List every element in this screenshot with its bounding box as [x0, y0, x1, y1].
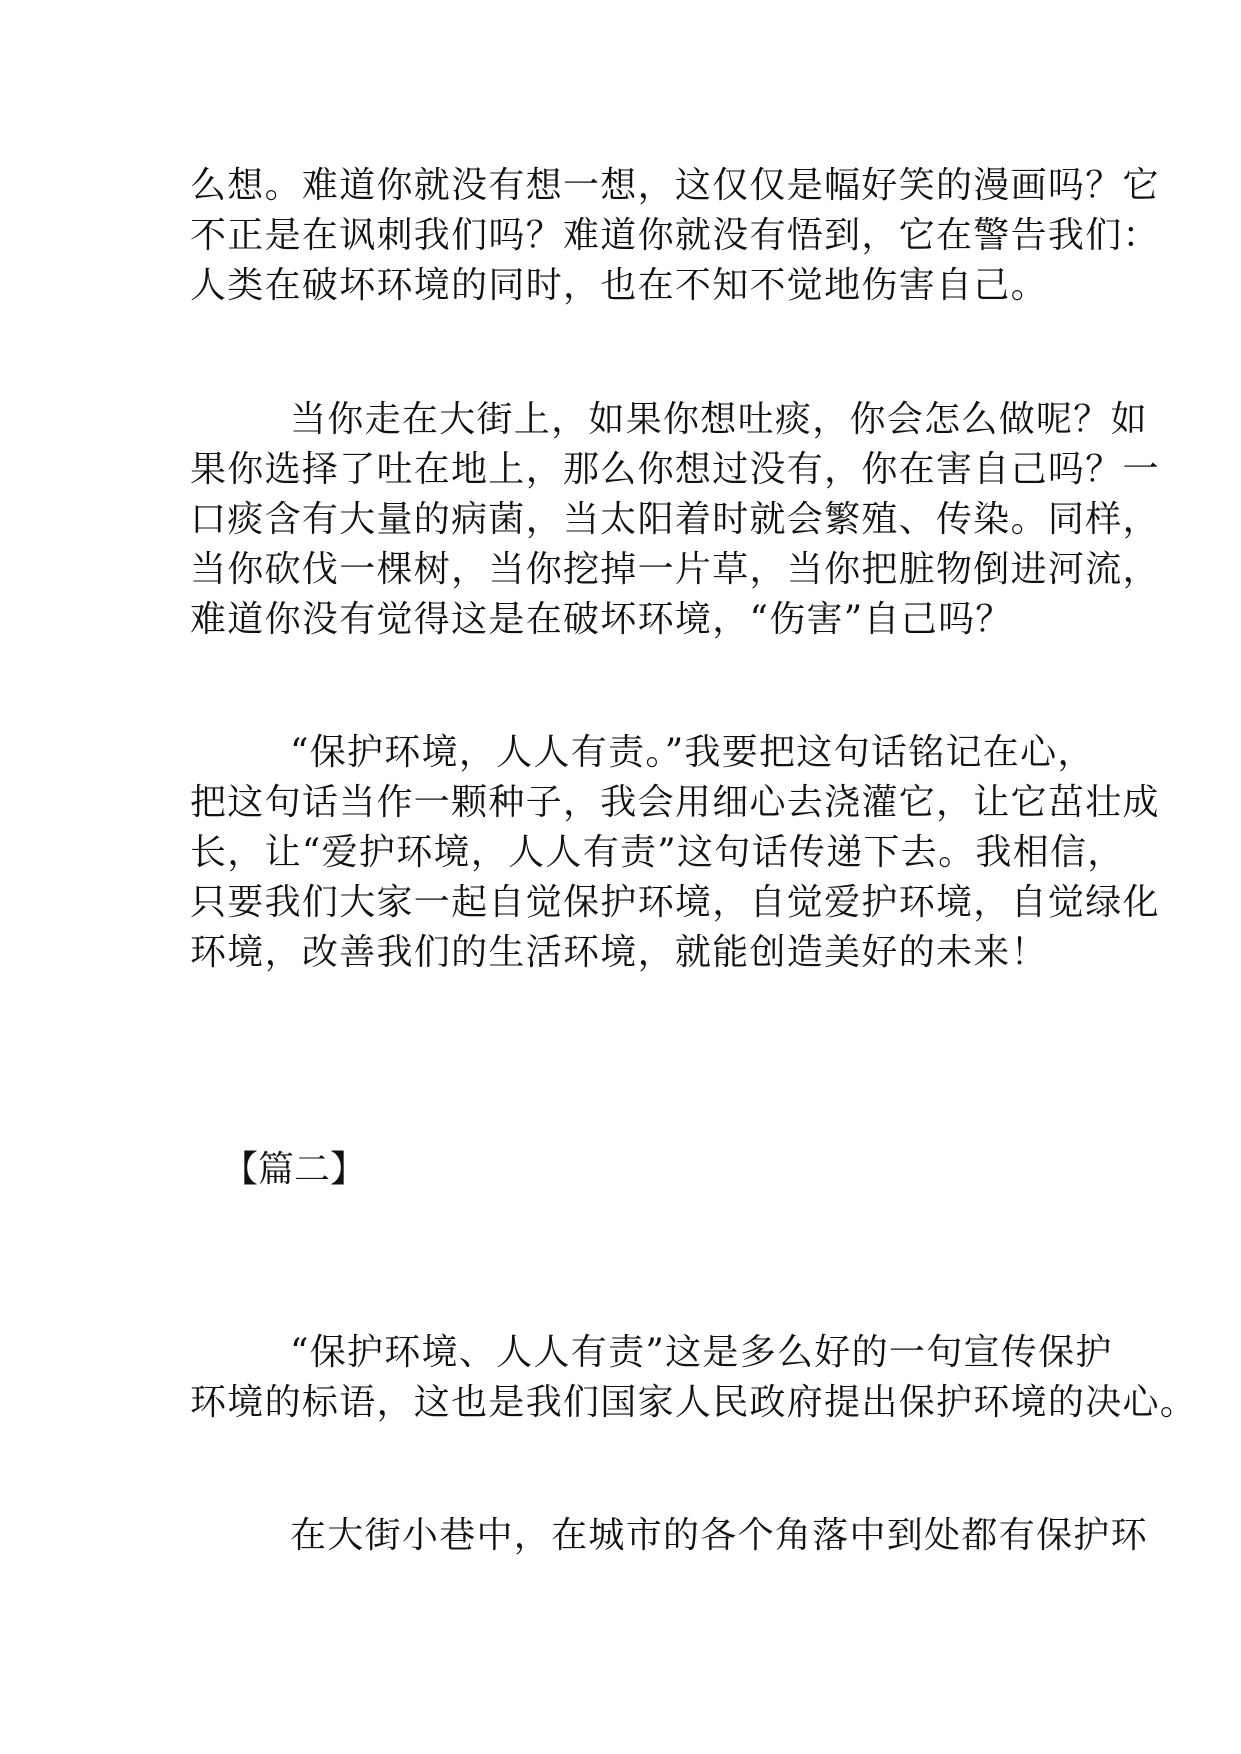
- paragraph-line: 把这句话当作一颗种子，我会用细心去浇灌它，让它茁壮成: [190, 782, 1160, 823]
- paragraph-line: 只要我们大家一起自觉保护环境，自觉爱护环境，自觉绿化: [190, 882, 1160, 923]
- paragraph-line: “保护环境，人人有责。”我要把这句话铭记在心，: [290, 732, 1095, 773]
- paragraph-line: “保护环境、人人有责”这是多么好的一句宣传保护: [290, 1332, 1113, 1373]
- paragraph-line: 在大街小巷中，在城市的各个角落中到处都有保护环: [290, 1515, 1148, 1556]
- paragraph-line: 果你选择了吐在地上，那么你想过没有，你在害自己吗？一: [190, 449, 1160, 490]
- paragraph-line: 当你砍伐一棵树，当你挖掉一片草，当你把脏物倒进河流，: [190, 549, 1160, 590]
- paragraph-line: 当你走在大街上，如果你想吐痰，你会怎么做呢？如: [290, 399, 1148, 440]
- paragraph-line: 不正是在讽刺我们吗？难道你就没有悟到，它在警告我们：: [190, 215, 1160, 256]
- paragraph-line: 环境的标语，这也是我们国家人民政府提出保护环境的决心。: [190, 1382, 1198, 1423]
- paragraph-line: 口痰含有大量的病菌，当太阳着时就会繁殖、传染。同样，: [190, 499, 1160, 540]
- paragraph-line: 难道你没有觉得这是在破坏环境，“伤害”自己吗？: [190, 599, 1013, 640]
- paragraph-line: 人类在破坏环境的同时，也在不知不觉地伤害自己。: [190, 265, 1048, 306]
- paragraph-line: 么想。难道你就没有想一想，这仅仅是幅好笑的漫画吗？它: [190, 165, 1160, 206]
- paragraph-line: 长，让“爱护环境，人人有责”这句话传递下去。我相信，: [190, 832, 1125, 873]
- paragraph-line: 环境，改善我们的生活环境，就能创造美好的未来！: [190, 932, 1048, 973]
- section-heading: 【篇二】: [222, 1149, 367, 1190]
